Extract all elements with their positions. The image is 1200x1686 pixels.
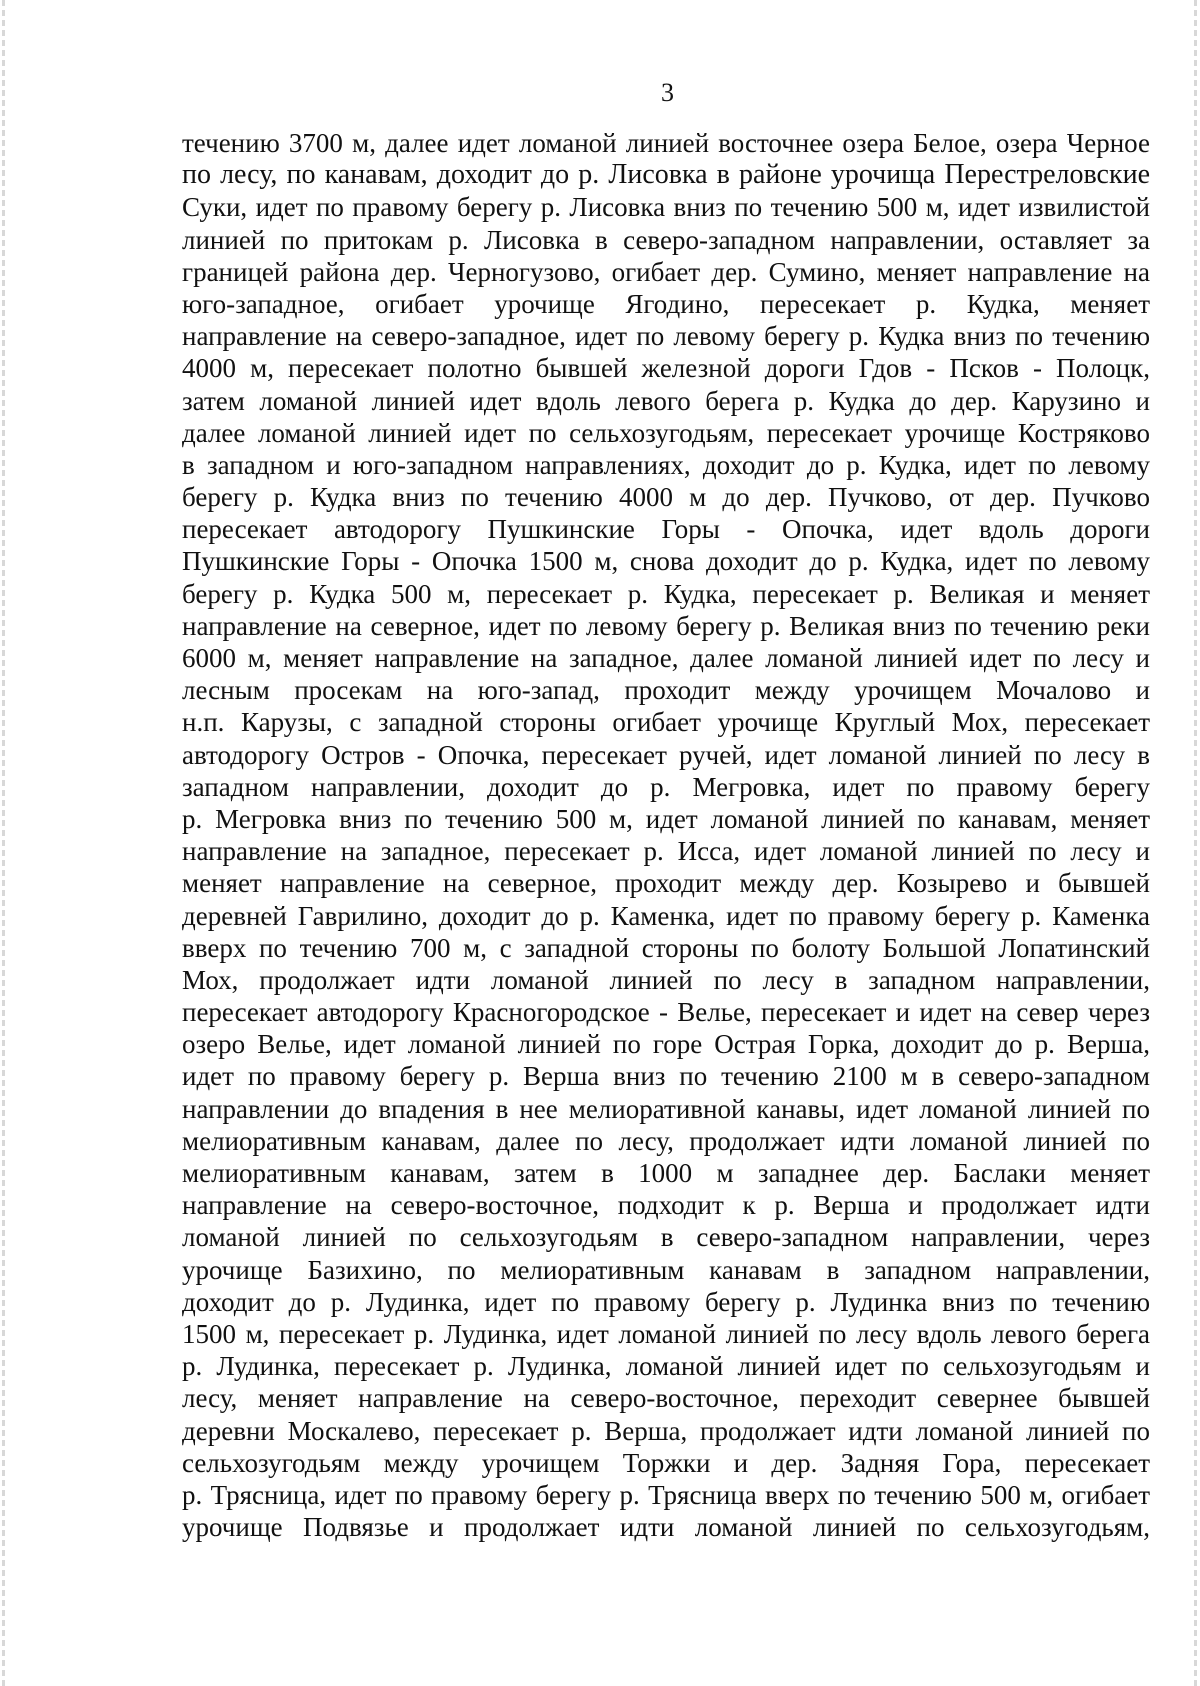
text-line: затем ломаной линией идет вдоль левого берега р. Кудка до дер. Карузино и — [182, 385, 1150, 416]
text-line: юго-западное, огибает урочище Ягодино, пересекает р. Кудка, меняет — [182, 288, 1150, 319]
text-line: идет по правому берегу р. Верша вниз по течению 2100 м в северо-западном — [182, 1061, 1150, 1092]
text-line: лесным просекам на юго-запад, проходит между урочищем Мочалово и — [182, 675, 1150, 706]
text-line: деревни Москалево, пересекает р. Верша, продолжает идти ломаной линией по — [182, 1415, 1150, 1446]
text-line: пересекает автодорогу Пушкинские Горы - Опочка, идет вдоль дороги — [182, 514, 1150, 545]
text-line: направление на западное, пересекает р. Исса, идет ломаной линией по лесу и — [182, 836, 1150, 867]
text-line: р. Лудинка, пересекает р. Лудинка, ломаной линией идет по сельхозугодьям и — [182, 1351, 1150, 1382]
scan-edge-right — [1194, 0, 1197, 1686]
text-line: направлении до впадения в нее мелиоративной канавы, идет ломаной линией по — [182, 1093, 1150, 1124]
text-line: течению 3700 м, далее идет ломаной линией восточнее озера Белое, озера Черное — [182, 128, 1150, 158]
text-line: н.п. Карузы, с западной стороны огибает урочище Круглый Мох, пересекает — [182, 707, 1150, 738]
text-line: мелиоративным канавам, далее по лесу, продолжает идти ломаной линией по — [182, 1125, 1150, 1156]
text-line: по лесу, по канавам, доходит до р. Лисовка в районе урочища Перестреловские — [182, 159, 1150, 191]
text-line: озеро Велье, идет ломаной линией по горе Острая Горка, доходит до р. Верша, — [182, 1029, 1150, 1060]
text-line: направление на северо-западное, идет по левому берегу р. Кудка вниз по течению — [182, 321, 1150, 352]
text-line: ломаной линией по сельхозугодьям в северо-западном направлении, через — [182, 1222, 1150, 1253]
text-line: сельхозугодьям между урочищем Торжки и дер. Задняя Гора, пересекает — [182, 1447, 1150, 1478]
text-line: берегу р. Кудка вниз по течению 4000 м до дер. Пучково, от дер. Пучково — [182, 482, 1150, 513]
text-line: деревней Гаврилино, доходит до р. Каменка, идет по правому берегу р. Каменка — [182, 900, 1150, 931]
text-line: берегу р. Кудка 500 м, пересекает р. Кудка, пересекает р. Великая и меняет — [182, 578, 1150, 609]
text-line: далее ломаной линией идет по сельхозугодьям, пересекает урочище Костряково — [182, 417, 1150, 448]
text-line: 4000 м, пересекает полотно бывшей железной дороги Гдов - Псков - Полоцк, — [182, 353, 1150, 384]
text-line: направление на северо-восточное, подходит к р. Верша и продолжает идти — [182, 1190, 1150, 1221]
text-line: автодорогу Остров - Опочка, пересекает ручей, идет ломаной линией по лесу в — [182, 739, 1150, 770]
scan-edge-left — [2, 0, 5, 1686]
text-line: доходит до р. Лудинка, идет по правому берегу р. Лудинка вниз по течению — [182, 1286, 1150, 1317]
page-number: 3 — [661, 78, 674, 107]
text-line: линией по притокам р. Лисовка в северо-западном направлении, оставляет за — [182, 224, 1150, 255]
text-line: меняет направление на северное, проходит между дер. Козырево и бывшей — [182, 868, 1150, 899]
text-line: урочище Базихино, по мелиоративным канавам в западном направлении, — [182, 1254, 1150, 1285]
text-line: вверх по течению 700 м, с западной стороны по болоту Большой Лопатинский — [182, 932, 1150, 963]
text-line: 6000 м, меняет направление на западное, далее ломаной линией идет по лесу и — [182, 643, 1150, 673]
text-line: р. Трясница, идет по правому берегу р. Трясница вверх по течению 500 м, огибает — [182, 1479, 1150, 1510]
text-line: западном направлении, доходит до р. Мегровка, идет по правому берегу — [182, 771, 1150, 802]
text-line: Суки, идет по правому берегу р. Лисовка вниз по течению 500 м, идет извилистой — [182, 192, 1150, 223]
text-line: в западном и юго-западном направлениях, доходит до р. Кудка, идет по левому — [182, 449, 1150, 480]
body-text — [182, 127, 1150, 1543]
text-line: мелиоративным канавам, затем в 1000 м западнее дер. Баслаки меняет — [182, 1158, 1150, 1188]
text-line: урочище Подвязье и продолжает идти ломаной линией по сельхозугодьям, — [182, 1512, 1150, 1543]
text-line: пересекает автодорогу Красногородское - Велье, пересекает и идет на север через — [182, 997, 1150, 1028]
text-line: лесу, меняет направление на северо-восточное, переходит севернее бывшей — [182, 1383, 1150, 1414]
text-line: направление на северное, идет по левому берегу р. Великая вниз по течению реки — [182, 610, 1150, 641]
text-line: границей района дер. Черногузово, огибает дер. Сумино, меняет направление на — [182, 256, 1150, 287]
text-line: Мох, продолжает идти ломаной линией по лесу в западном направлении, — [182, 964, 1150, 995]
text-line: 1500 м, пересекает р. Лудинка, идет ломаной линией по лесу вдоль левого берега — [182, 1318, 1150, 1349]
text-line: р. Мегровка вниз по течению 500 м, идет ломаной линией по канавам, меняет — [182, 803, 1150, 834]
text-line: Пушкинские Горы - Опочка 1500 м, снова доходит до р. Кудка, идет по левому — [182, 546, 1150, 577]
